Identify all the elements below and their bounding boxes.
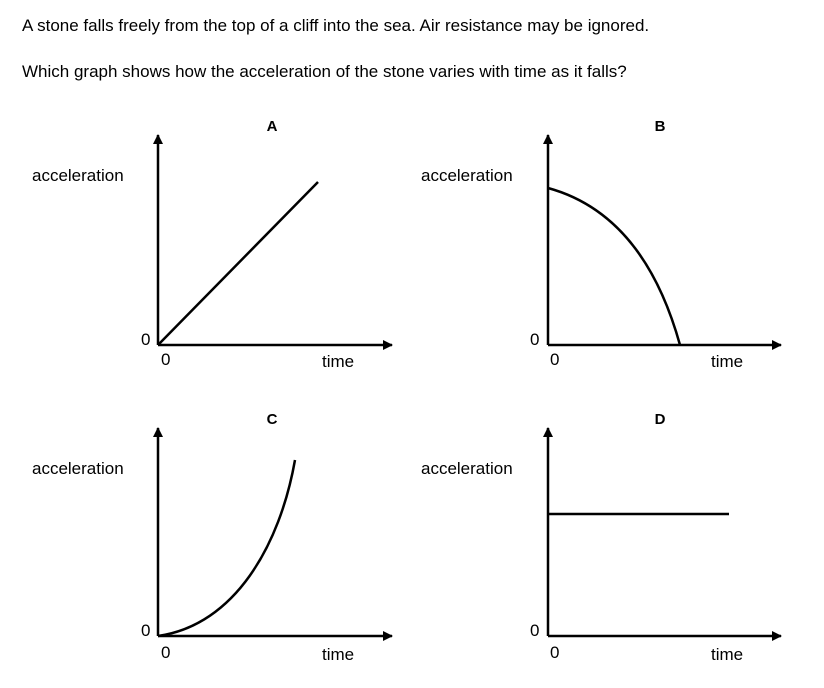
- graph-d-y-axis-label: acceleration: [421, 459, 513, 478]
- graph-c-curve: [158, 460, 295, 636]
- graph-a-x-zero: 0: [161, 350, 171, 369]
- graph-b-curve: [548, 188, 680, 345]
- graph-c: [32, 411, 392, 664]
- graph-d-x-axis-label: time: [711, 645, 744, 664]
- graph-c-x-zero: 0: [161, 643, 171, 662]
- graph-b-y-axis-label: acceleration: [421, 166, 513, 185]
- graph-d-letter: D: [654, 411, 666, 428]
- graph-b-letter: B: [654, 118, 666, 135]
- graph-a-y-zero: 0: [141, 330, 151, 349]
- graph-d-y-zero: 0: [530, 621, 540, 640]
- graph-a-y-axis-label: acceleration: [32, 166, 124, 185]
- graph-b-y-zero: 0: [530, 330, 540, 349]
- graph-c-x-axis-label: time: [322, 645, 355, 664]
- question-line-2: Which graph shows how the acceleration of the stone varies with time as it falls?: [22, 62, 627, 81]
- graph-a-x-axis-label: time: [322, 352, 355, 371]
- graph-b-x-zero: 0: [550, 350, 560, 369]
- graph-b: [421, 118, 781, 371]
- graph-b-x-axis-label: time: [711, 352, 744, 371]
- graph-d: [421, 411, 781, 664]
- graph-c-letter: C: [266, 411, 278, 428]
- graph-c-y-zero: 0: [141, 621, 151, 640]
- graph-a: [32, 118, 392, 371]
- graph-a-letter: A: [266, 118, 278, 135]
- graph-a-curve: [158, 182, 318, 345]
- question-line-1: A stone falls freely from the top of a cliff into the sea. Air resistance may be ignored.: [22, 16, 650, 35]
- graph-d-x-zero: 0: [550, 643, 560, 662]
- graph-c-y-axis-label: acceleration: [32, 459, 124, 478]
